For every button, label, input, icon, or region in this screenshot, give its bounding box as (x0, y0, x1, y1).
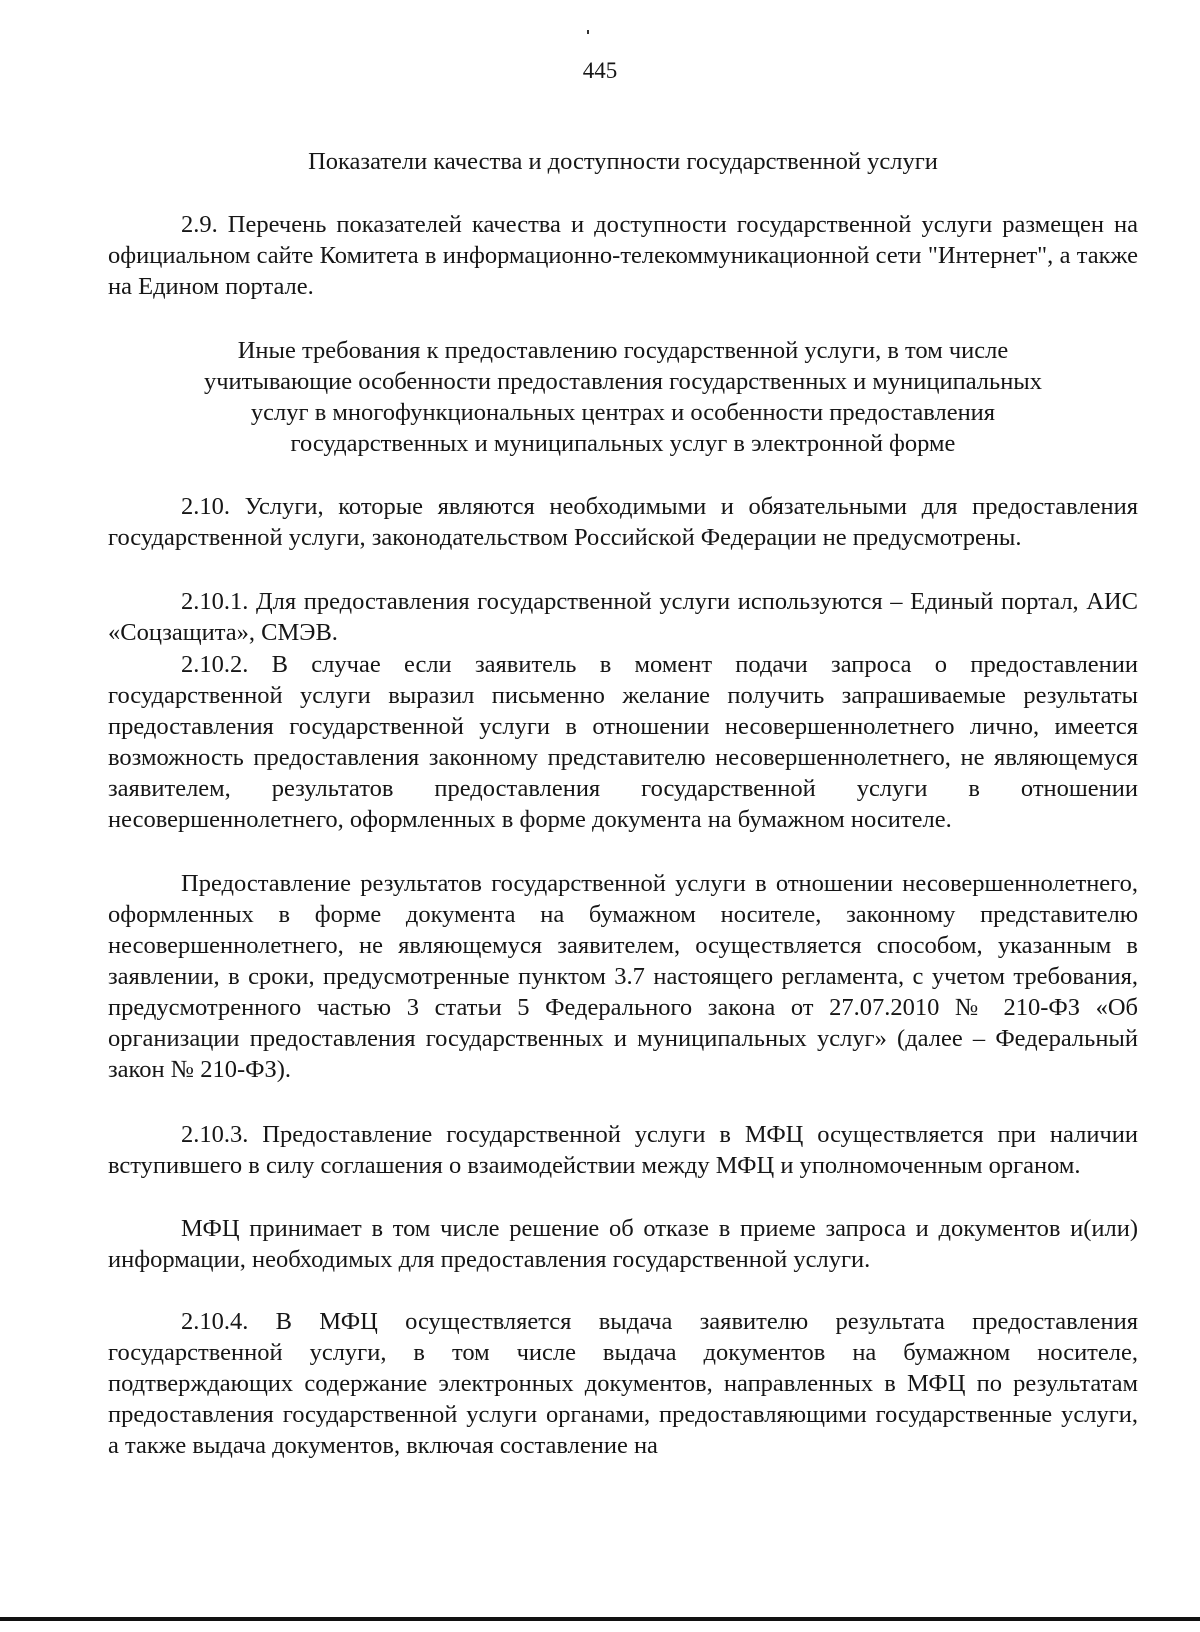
heading-line: государственных и муниципальных услуг в электронной форме (290, 430, 956, 457)
heading-line: Иные требования к предоставлению государственной услуги, в том числе (237, 337, 1009, 364)
scan-speck (587, 30, 589, 34)
paragraph-2-9: 2.9. Перечень показателей качества и доступности государственной услуги размещен на официальном сайте Комитета в информационно-телекоммуникационной сети "Интернет", а также на Едином портале. (108, 211, 1138, 300)
section-heading-quality: Показатели качества и доступности государственной услуги (308, 148, 938, 175)
paragraph-2-10-2-continued: Предоставление результатов государственной услуги в отношении несовершеннолетнего, оформленных в форме документа на бумажном носителе, законному представителю несовершеннолетнего, не являющемуся заявителем, осуществляется способом, указанным в заявлении, в сроки, предусмотренные пунктом 3.7 настоящего регламента, с учетом требования, предусмотренного частью 3 статьи 5 Федерального закона от 27.07.2010 № 210-ФЗ «Об организации предоставления государственных и муниципальных услуг» (далее – Федеральный закон № 210-ФЗ). (108, 870, 1138, 1083)
paragraph-2-10: 2.10. Услуги, которые являются необходимыми и обязательными для предоставления государственной услуги, законодательством Российской Федерации не предусмотрены. (108, 493, 1138, 551)
paragraph-2-10-3-continued: МФЦ принимает в том числе решение об отказе в приеме запроса и документов и(или) информации, необходимых для предоставления государственной услуги. (108, 1215, 1138, 1273)
heading-line: услуг в многофункциональных центрах и особенности предоставления (250, 399, 996, 426)
scan-bottom-edge (0, 1617, 1200, 1621)
page-number: 445 (582, 58, 618, 83)
section-heading-other-requirements (108, 335, 1138, 459)
paragraph-2-10-4: 2.10.4. В МФЦ осуществляется выдача заявителю результата предоставления государственной услуги, в том числе выдача документов на бумажном носителе, подтверждающих содержание электронных документов, направленных в МФЦ по результатам предоставления государственной услуги органами, предоставляющими государственные услуги, а также выдача документов, включая составление на (108, 1308, 1138, 1459)
paragraph-2-10-3: 2.10.3. Предоставление государственной услуги в МФЦ осуществляется при наличии вступившего в силу соглашения о взаимодействии между МФЦ и уполномоченным органом. (108, 1121, 1138, 1179)
heading-line: учитывающие особенности предоставления государственных и муниципальных (203, 368, 1043, 395)
paragraph-2-10-1: 2.10.1. Для предоставления государственной услуги используются – Единый портал, АИС «Соцзащита», СМЭВ. (108, 588, 1138, 646)
paragraph-2-10-2: 2.10.2. В случае если заявитель в момент подачи запроса о предоставлении государственной услуги выразил письменно желание получить запрашиваемые результаты предоставления государственной услуги в отношении несовершеннолетнего лично, имеется возможность предоставления законному представителю несовершеннолетнего, не являющемуся заявителем, результатов предоставления государственной услуги в отношении несовершеннолетнего, оформленных в форме документа на бумажном носителе. (108, 651, 1138, 833)
